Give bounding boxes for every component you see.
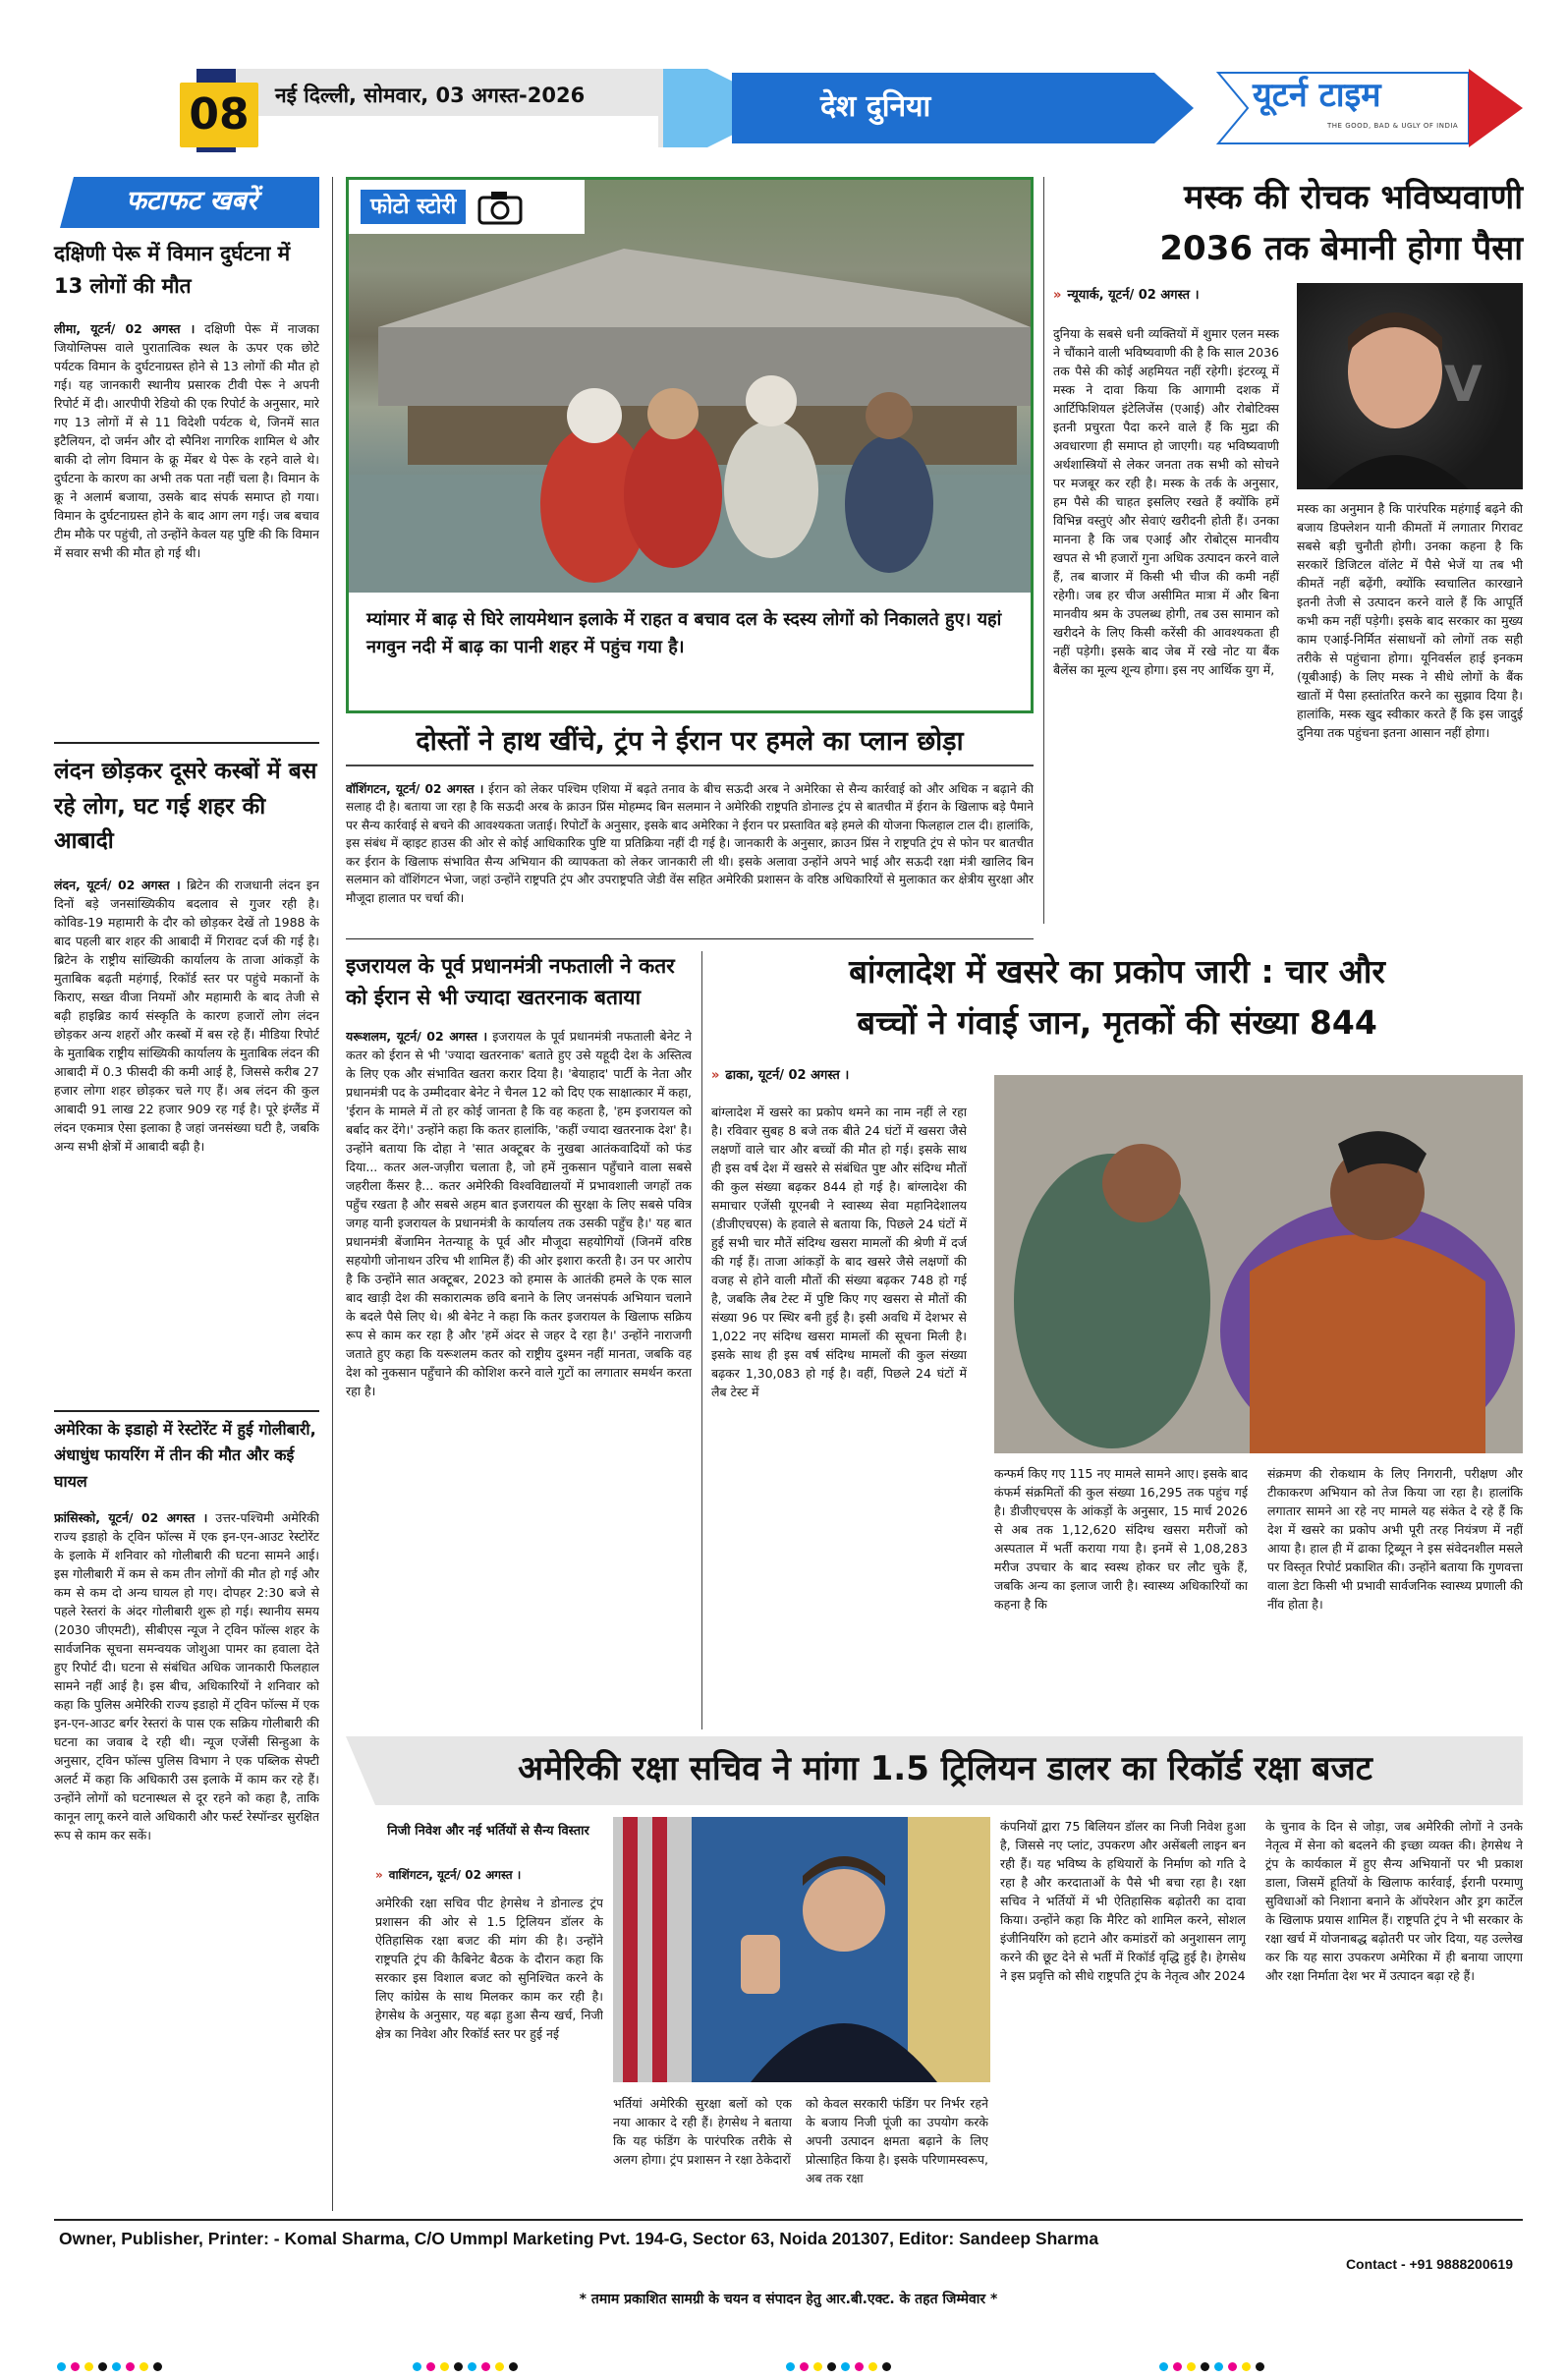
dateline: लंदन, यूटर्न/ 02 अगस्त । xyxy=(54,877,181,892)
dateline-text: वाशिंगटन, यूटर्न/ 02 अगस्त । xyxy=(388,1868,522,1882)
musk-story xyxy=(1053,177,1523,938)
dateline: यरूशलम, यूटर्न/ 02 अगस्त । xyxy=(346,1029,488,1044)
headline-line-2: 2036 तक बेमानी होगा पैसा xyxy=(1159,229,1523,268)
brand-logo: यूटर्न टाइम xyxy=(1253,76,1381,115)
registration-dot xyxy=(495,2362,504,2371)
registration-dot xyxy=(1159,2362,1168,2371)
issue-dateline: नई दिल्ली, सोमवार, 03 अगस्त-2026 xyxy=(275,84,586,107)
registration-dot xyxy=(126,2362,135,2371)
chevron-icon: » xyxy=(1053,288,1062,303)
page-number: 08 xyxy=(180,83,258,147)
registration-dot xyxy=(153,2362,162,2371)
flood-rescue-photo xyxy=(349,180,1031,593)
svg-text:V: V xyxy=(1444,356,1483,413)
dateline-text: न्यूयार्क, यूटर्न/ 02 अगस्त । xyxy=(1067,288,1200,303)
dateline: लीमा, यूटर्न/ 02 अगस्त । xyxy=(54,321,196,337)
dateline xyxy=(711,1065,849,1083)
photo-scene xyxy=(994,1075,1523,1453)
registration-dot xyxy=(140,2362,148,2371)
musk-body-col-1: दुनिया के सबसे धनी व्यक्तियों में शुमार एलन मस्क ने चौंकाने वाली भविष्यवाणी की है कि साल 2036 तक पैसे की कोई अहमियत नहीं रहेगी। इंटरव्यू में मस्क ने दावा किया कि आगामी दशक में आर्टिफिशियल इंटेलिजेंस (एआई) और रोबोटिक्स इतनी प्रचुरता पैदा करने वाले हैं कि मुद्रा की अवधारणा ही समाप्त हो जाएगी। यह भविष्यवाणी अर्थशास्त्रियों से लेकर जनता तक सभी को सोचने पर मजबूर कर रही है। मस्क के तर्क के अनुसार, हम पैसे की चाहत इसलिए रखते हैं क्योंकि हमें विभिन्न वस्तुएं और सेवाएं खरीदनी होती हैं। उनका मानना है कि जब एआई और रोबोट्स मानवीय खपत से भी हजारों गुना अधिक उत्पादन करने वाले हैं, तब बाजार में किसी भी चीज की कमी नहीं रहेगी। जब हर चीज असीमित मात्रा में और बिना मानवीय श्रम के उपलब्ध होगी, तब उस सामान को खरीदने के लिए किसी करेंसी की आवश्यकता ही नहीं पड़ेगी। इसके बाद जेब में रखे नोट या बैंक बैलेंस का मूल्य शून्य होगा। इस नए आर्थिक युग में, xyxy=(1053,326,1279,677)
dateline: फ्रांसिस्को, यूटर्न/ 02 अगस्त । xyxy=(54,1510,208,1526)
registration-marks xyxy=(413,2362,518,2371)
column-divider xyxy=(701,951,702,1729)
body: दक्षिणी पेरू में नाजका जियोग्लिफ्स वाले पुरातात्विक स्थल के ऊपर एक छोटे पर्यटक विमान के दुर्घटनाग्रस्त होने से 13 लोगों की मौत हो गई। यह जानकारी स्थानीय प्रसारक टीवी पेरू ने अपनी रिपोर्ट में दी। आरपीपी रेडियो की एक रिपोर्ट के अनुसार, मारे गए 13 लोगों में से 11 विदेशी पर्यटक थे, जिनमें सात इटैलियन, दो जर्मन और दो स्पैनिश नागरिक शामिल थे और बाकी दो लोग विमान के क्रू मेंबर थे पेरू के रहने वाले थे। दुर्घटना के कारण का अभी तक पता नहीं चला है। विमान के क्रू ने अलार्म बजाया, उसके बाद संपर्क समाप्त हो गया। विमान के दुर्घटनाग्रस्त होने के बाद आग लग गई। जब बचाव टीम मौके पर पहुंची, तो उन्होंने केवल यह पुष्टि की कि विमान में सवार सभी की मौत हो गई थी। xyxy=(54,321,319,561)
divider xyxy=(346,938,1034,939)
body: इजरायल के पूर्व प्रधानमंत्री नफताली बेनेट ने कतर को ईरान से भी 'ज्यादा खतरनाक' बताते हुए उसे यहूदी देश के अस्तित्व के लिए एक और संभावित खतरा करार दिया है। 'बेयाहाद' पार्टी के नेता और प्रधानमंत्री पद के उम्मीदवार बेनेट ने चैनल 12 को दिए एक साक्षात्कार में कहा, 'ईरान के मामले में तो हर कोई जानता है कि वह कहता है, 'हम इजरायल को बर्बाद कर देंगे।' उन्होंने कहा कि कतर हालांकि, 'कहीं ज्यादा खतरनाक देश' है। उन्होंने बताया कि दोहा ने 'सात अक्टूबर के नुखबा आतंकवादियों को फंड दिया... कतर अल-जज़ीरा चलाता है, जो हमें नुकसान पहुँचाने वाला सबसे जहरीला कैंसर है... कतर अमेरिकी विश्वविद्यालयों में प्रभावशाली जगहों तक पहुँच रखता है और सबसे अहम बात इजरायल की सुरक्षा के लिए सबसे पवित्र जगह यानी इजरायल के प्रधानमंत्री के कार्यालय तक उसकी पहुँच है।' यह बात प्रधानमंत्री बेंजामिन नेतन्याहू के पूर्व और मौजूदा सहयोगियों (जिनमें वरिष्ठ सहयोगी जोनाथन उरिच भी शामिल हैं) की ओर इशारा करती है। उन पर आरोप है कि उन्होंने सात अक्टूबर, 2023 को हमास के आतंकी हमले के एक साल बाद खाड़ी देश की सकारात्मक छवि बनाने के लिए जनसंपर्क अभियान चलाने के बदले पैसे लिए थे। श्री बेनेट ने कहा कि कतर इजरायल के खिलाफ सक्रिय रूप से काम कर रहा है और 'हमें अंदर से जहर दे रहा है।' उन्होंने नाराजगी जताते हुए कहा कि यरूशलम कतर को राष्ट्रीय दुश्मन नहीं मानता, जबकि वह देश को नुकसान पहुँचाने की कोशिश करने वाले गुटों का लगातार समर्थन करता रहा है। xyxy=(346,1029,692,1398)
registration-dot xyxy=(1256,2362,1264,2371)
sidebar-story-3 xyxy=(54,1417,319,2177)
footer-imprint: Owner, Publisher, Printer: - Komal Sharma, C/O Ummpl Marketing Pvt. 194-G, Sector 63, Noida 201307, Editor: Sandeep Sharma xyxy=(59,2229,1099,2248)
sidebar-story-2 xyxy=(54,755,319,1362)
registration-dot xyxy=(413,2362,421,2371)
headline: दोस्तों ने हाथ खींचे, ट्रंप ने ईरान पर हमले का प्लान छोड़ा xyxy=(346,725,1034,766)
registration-dot xyxy=(855,2362,864,2371)
article-body xyxy=(54,319,319,742)
defense-story xyxy=(346,1736,1523,2218)
measles-body-col-2: कन्फर्म किए गए 115 नए मामले सामने आए। इसके बाद कंफर्म संक्रमितों की कुल संख्या 16,295 तक पहुंच गई है। डीजीएचएस के आंकड़ों के अनुसार, 15 मार्च 2026 से अब तक 1,12,620 संदिग्ध खसरा मरीजों को अस्पताल में भर्ती कराया गया है। इनमें से 1,08,283 मरीज उपचार के बाद स्वस्थ होकर घर लौट चुके हैं, जबकि अन्य का इलाज जारी है। स्वास्थ्य अधिकारियों का कहना है कि xyxy=(994,1466,1248,1612)
registration-dot xyxy=(1201,2362,1209,2371)
dateline: वॉशिंगटन, यूटर्न/ 02 अगस्त । xyxy=(346,781,484,796)
photo-scene xyxy=(349,180,1031,593)
registration-dot xyxy=(868,2362,877,2371)
registration-dot xyxy=(800,2362,809,2371)
israel-story xyxy=(346,951,692,1808)
registration-dot xyxy=(827,2362,836,2371)
headline: दक्षिणी पेरू में विमान दुर्घटना में 13 लोगों की मौत xyxy=(54,242,291,298)
footer-rule xyxy=(54,2219,1523,2221)
defense-body-col-1: अमेरिकी रक्षा सचिव पीट हेगसेथ ने डोनाल्ड ट्रंप प्रशासन की ओर से 1.5 ट्रिलियन डॉलर के ऐतिहासिक रक्षा बजट की मांग की है। उन्होंने राष्ट्रपति ट्रंप की कैबिनेट बैठक के दौरान कहा कि सरकार इस विशाल बजट को सुनिश्चित करने के लिए कांग्रेस के साथ मिलकर काम कर रही है। हेगसेथ के अनुसार, यह बढ़ा हुआ सैन्य खर्च, निजी क्षेत्र का निवेश और रिकॉर्ड स्तर पर हुई नई xyxy=(375,1896,603,2041)
registration-dot xyxy=(57,2362,66,2371)
hegseth-photo xyxy=(613,1817,990,2082)
registration-dot xyxy=(1173,2362,1182,2371)
registration-dot xyxy=(813,2362,822,2371)
registration-dot xyxy=(426,2362,435,2371)
dateline xyxy=(1053,285,1200,303)
registration-dot xyxy=(786,2362,795,2371)
registration-dot xyxy=(454,2362,463,2371)
photo-scene xyxy=(613,1817,990,2082)
body: उत्तर-पश्चिमी अमेरिकी राज्य इडाहो के ट्विन फॉल्स में एक इन-एन-आउट रेस्टोरेंट के इलाके में शनिवार को गोलीबारी की घटना सामने आई। इस गोलीबारी में कम से कम तीन लोगों की मौत हो गई और कम से कम दो अन्य घायल हो गए। दोपहर 2:30 बजे से पहले रेस्तरां के अंदर गोलीबारी शुरू हो गई। स्थानीय समय (2030 जीएमटी), सीबीएस न्यूज ने ट्विन फॉल्स शहर के सार्वजनिक सूचना समन्वयक जोशुआ पामर का हवाला देते हुए रिपोर्ट दी। घटना से संबंधित अधिक जानकारी फिलहाल सामने नहीं आई है। इस बीच, अधिकारियों ने शनिवार को कहा कि पुलिस अमेरिकी राज्य इडाहो में ट्विन फॉल्स में एक इन-एन-आउट बर्गर रेस्तरां के पास एक सक्रिय गोलीबारी की घटना का जवाब दे रही थी। न्यूज एजेंसी सिन्हुआ के अनुसार, ट्विन फॉल्स पुलिस विभाग ने एक पब्लिक सेफ्टी अलर्ट में कहा कि अधिकारी उस इलाके में काम कर रहे हैं। उन्होंने लोगों को घटनास्थल से दूर रहने को कहा है, ताकि कानून लागू करने वाले अधिकारी और फर्स्ट रेस्पॉन्डर सुरक्षित रूप से काम कर सकें। xyxy=(54,1510,319,1843)
headline: अमेरिकी रक्षा सचिव ने मांगा 1.5 ट्रिलियन डालर का रिकॉर्ड रक्षा बजट xyxy=(518,1749,1372,1788)
registration-marks xyxy=(1159,2362,1264,2371)
sidebar xyxy=(54,177,319,2216)
headline: अमेरिका के इडाहो में रेस्टोरेंट में हुई गोलीबारी, अंधाधुंध फायरिंग में तीन की मौत और कई घायल xyxy=(54,1420,316,1491)
body: ब्रिटेन की राजधानी लंदन इन दिनों बड़े जनसांख्यिकीय बदलाव से गुजर रही है। कोविड-19 महामारी के दौर को छोड़कर देखें तो 1988 के बाद पहली बार शहर की आबादी में गिरावट दर्ज की गई है। ब्रिटेन के राष्ट्रीय सांख्यिकी कार्यालय के ताजा आंकड़ों के मुताबिक बढ़ती महंगाई, रिकॉर्ड स्तर पर पहुंचे मकानों के किराए, सख्त वीजा नियमों और महामारी के बाद तेजी से बढ़ी हाइब्रिड कार्य संस्कृति के कारण हजारों लोग लंदन छोड़कर अन्य शहरों और कस्बों में बस रहे हैं। मीडिया रिपोर्ट के मुताबिक राष्ट्रीय सांख्यिकी कार्यालय के मुताबिक लंदन की आबादी में 0.3 फीसदी की कमी आई है, जिससे करीब 27 हजार लोगा शहर छोड़कर चले गए हैं। अब लंदन की कुल आबादी 91 लाख 22 हजार 909 रह गई है। पूरे इंग्लैंड में लंदन एकमात्र ऐसा इलाका है जहां जनसंख्या घटी है, जबकि अन्य सभी क्षेत्रों में आबादी बढ़ी है। xyxy=(54,877,319,1154)
divider xyxy=(54,1410,319,1412)
measles-body-col-3: संक्रमण की रोकथाम के लिए निगरानी, परीक्षण और टीकाकरण अभियान को तेज किया जा रहा है। हालांकि लगातार सामने आ रहे नए मामले यह संकेत दे रहे हैं कि देश में खसरे का प्रकोप अभी पूरी तरह नियंत्रण में नहीं आया है। हाल ही में ढाका ट्रिब्यून ने इस संवेदनशील मसले पर विस्तृत रिपोर्ट प्रकाशित की। उन्होंने बताया कि गुणवत्ता वाला डेटा किसी भी प्रभावी सार्वजनिक स्वास्थ्य प्रणाली की नींव होता है। xyxy=(1267,1466,1523,1612)
sidebar-header xyxy=(54,177,319,228)
footer xyxy=(54,2229,1523,2337)
sidebar-story-1 xyxy=(54,238,319,742)
registration-dot xyxy=(481,2362,490,2371)
registration-dot xyxy=(841,2362,850,2371)
registration-dot xyxy=(1214,2362,1223,2371)
headline: इजरायल के पूर्व प्रधानमंत्री नफताली ने कतर को ईरान से भी ज्यादा खतरनाक बताया xyxy=(346,954,675,1009)
article-body xyxy=(346,780,1034,957)
registration-dot xyxy=(509,2362,518,2371)
photo-scene xyxy=(1297,283,1523,489)
masthead xyxy=(54,59,1523,152)
footer-contact: Contact - +91 9888200619 xyxy=(1345,2256,1513,2272)
article-body xyxy=(54,876,319,1362)
brand-tagline: THE GOOD, BAD & UGLY OF INDIA xyxy=(1327,122,1459,130)
registration-dot xyxy=(440,2362,449,2371)
article-body xyxy=(54,1508,319,2177)
headline-line-2: बच्चों ने गंवाई जान, मृतकों की संख्या 844 xyxy=(857,1003,1377,1042)
registration-dot xyxy=(1187,2362,1196,2371)
measles-story xyxy=(711,951,1523,1732)
trump-iran-story xyxy=(346,725,1034,957)
registration-dot xyxy=(1242,2362,1251,2371)
registration-dot xyxy=(112,2362,121,2371)
defense-body-col-2a: भर्तियां अमेरिकी सुरक्षा बलों को एक नया आकार दे रही हैं। हेगसेथ ने बताया कि यह फंडिंग के पारंपरिक तरीके से अलग होगा। ट्रंप प्रशासन ने रक्षा ठेकेदारों xyxy=(613,2096,792,2167)
registration-dot xyxy=(1228,2362,1237,2371)
registration-dot xyxy=(71,2362,80,2371)
dateline xyxy=(375,1866,521,1883)
photo-story xyxy=(346,177,1034,713)
registration-dot xyxy=(98,2362,107,2371)
section-title: देश दुनिया xyxy=(820,89,931,124)
sidebar-header-notch xyxy=(52,177,82,228)
divider xyxy=(54,742,319,744)
photo-caption: म्यांमार में बाढ़ से घिरे लायमेथान इलाके में राहत व बचाव दल के स्दस्य लोगों को निकालते हुए। यहां नगवुन नदी में बाढ़ का पानी शहर में पहुंच गया है। xyxy=(349,593,1031,710)
registration-marks xyxy=(57,2362,162,2371)
measles-photo xyxy=(994,1075,1523,1453)
column-divider xyxy=(332,177,333,2211)
defense-body-col-3: कंपनियों द्वारा 75 बिलियन डॉलर का निजी निवेश हुआ है, जिससे नए प्लांट, उपकरण और असेंबली लाइन बन रही हैं। यह भविष्य के हथियारों के निर्माण को गति दे रहा है और करदाताओं के पैसे भी बचा रहा है। रक्षा सचिव ने भर्तियों में भी ऐतिहासिक बढ़ोतरी का दावा किया। उन्होंने कहा कि मैरिट को शामिल करने, सोशल इंजीनियरिंग को हटाने और कमांडरों को अनुशासन लागू करने की छूट देने से भर्ती में रिकॉर्ड वृद्धि हुई है। हेगसेथ ने इस प्रवृत्ति को सीधे राष्ट्रपति ट्रंप के नेतृत्व और 2024 xyxy=(1000,1819,1246,1983)
chevron-icon: » xyxy=(375,1868,383,1882)
registration-dot xyxy=(882,2362,891,2371)
subhead: निजी निवेश और नई भर्तियों से सैन्य विस्तार xyxy=(387,1824,589,1839)
camera-icon xyxy=(477,190,523,225)
defense-body-col-4: के चुनाव के दिन से जोड़ा, जब अमेरिकी लोगों ने उनके नेतृत्व में सेना को बदलने की इच्छा व्यक्त की। हेगसेथ ने ट्रंप के कार्यकाल में हुए सैन्य अभियानों पर भी प्रकाश डाला, जिसमें हूतियों के खिलाफ कार्रवाई, ईरानी परमाणु सुविधाओं को निशाना बनाने के ऑपरेशन और ड्रग कार्टेल के खिलाफ प्रयास शामिल हैं। राष्ट्रपति ट्रंप ने भी सरकार के रक्षा खर्च में योजनाबद्ध बढ़ोतरी पर जोर दिया, यह उल्लेख कर कि यह सारा उपकरण अमेरिका में ही बनाया जाएगा और रक्षा निर्माता देश भर में उत्पादन बढ़ा रहे हैं। xyxy=(1265,1819,1523,1983)
registration-dot xyxy=(84,2362,93,2371)
registration-dot xyxy=(468,2362,476,2371)
headline-line-1: मस्क की रोचक भविष्यवाणी xyxy=(1183,178,1523,217)
defense-body-col-2b: को केवल सरकारी फंडिंग पर निर्भर रहने के बजाय निजी पूंजी का उपयोग करके अपनी उत्पादन क्षमता बढ़ाने के लिए प्रोत्साहित किया है। इसके परिणामस्वरूप, अब तक रक्षा xyxy=(806,2096,988,2185)
body: ईरान को लेकर पश्चिम एशिया में बढ़ते तनाव के बीच सऊदी अरब ने अमेरिका से सैन्य कार्रवाई को और अधिक न बढ़ाने की सलाह दी है। बताया जा रहा है कि सऊदी अरब के क्राउन प्रिंस मोहम्मद बिन सलमान ने अमेरिकी राष्ट्रपति डोनाल्ड ट्रंप से बातचीत में ईरान के खिलाफ बड़े पैमाने पर सैन्य कार्रवाई से बचने की आवश्यकता जताई। रिपोर्टों के अनुसार, इसके बाद अमेरिका ने ईरान पर प्रस्तावित बड़े हमले की योजना फिलहाल टाल दी। हालांकि, इस संबंध में व्हाइट हाउस की ओर से कोई आधिकारिक पुष्टि या प्रतिक्रिया नहीं दी गई है। जानकारी के अनुसार, क्राउन प्रिंस ने राष्ट्रपति ट्रंप से फोन पर बातचीत कर ईरान के खिलाफ संभावित सैन्य अभियान की व्यापकता को लेकर जानकारी ली थी। इसके अलावा उन्होंने अपने भाई और सऊदी रक्षा मंत्री खालिद बिन सलमान को वॉशिंगटन भेजा, जहां उन्होंने राष्ट्रपति ट्रंप और उपराष्ट्रपति जेडी वेंस सहित अमेरिकी प्रशासन के वरिष्ठ अधिकारियों से मुलाकात कर क्षेत्रीय सुरक्षा और मौजूदा हालात पर चर्चा की। xyxy=(346,781,1034,906)
measles-body-col-1: बांग्लादेश में खसरे का प्रकोप थमने का नाम नहीं ले रहा है। रविवार सुबह 8 बजे तक बीते 24 घंटों में खसरा जैसे लक्षणों वाले चार और बच्चों की मौत हो गई। इसके साथ ही इस वर्ष देश में खसरे से संबंधित पुष्ट और संदिग्ध मौतों की कुल संख्या बढ़कर 844 हो गई है। बांग्लादेश की समाचार एजेंसी यूएनबी ने स्वास्थ्य सेवा महानिदेशालय (डीजीएचएस) के हवाले से बताया कि, पिछले 24 घंटों में हुई सभी चार मौतें संदिग्ध खसरा मामलों की श्रेणी में दर्ज की गई हैं। ताजा आंकड़ों के बाद खसरे जैसे लक्षणों की वजह से होने वाली मौतों की संख्या बढ़कर 748 हो गई है, जबकि लैब टेस्ट में पुष्टि किए गए खसरा से मौतों की संख्या 96 पर स्थिर बनी हुई है। इसी अवधि में देशभर से 1,022 नए संदिग्ध खसरा मामलों की सूचना मिली है। इसके साथ ही इस वर्ष संदिग्ध मामलों की कुल संख्या बढ़कर 1,30,083 हो गई है। वहीं, पिछले 24 घंटों में लैब टेस्ट में xyxy=(711,1105,967,1399)
headline: लंदन छोड़कर दूसरे कस्बों में बस रहे लोग, घट गई शहर की आबादी xyxy=(54,759,317,855)
photo-story-label xyxy=(349,180,585,234)
column-divider xyxy=(1043,177,1044,924)
dateline-text: ढाका, यूटर्न/ 02 अगस्त । xyxy=(725,1068,850,1083)
photo-story-label-text: फोटो स्टोरी xyxy=(361,190,466,225)
headline-line-1: बांग्लादेश में खसरे का प्रकोप जारी : चार और xyxy=(849,952,1385,991)
sidebar-header-title: फटाफट खबरें xyxy=(126,186,257,216)
footer-disclaimer: * तमाम प्रकाशित सामग्री के चयन व संपादन हेतु आर.बी.एक्ट. के तहत जिम्मेवार * xyxy=(579,2292,998,2307)
chevron-icon: » xyxy=(711,1068,720,1083)
article-body xyxy=(346,1027,692,1808)
musk-body-col-2: मस्क का अनुमान है कि पारंपरिक महंगाई बढ़ने की बजाय डिफ्लेशन यानी कीमतों में लगातार गिरावट सबसे बड़ी चुनौती होगी। उनका कहना है कि सरकारें डिजिटल वॉलेट में पैसे भेजें या तब भी कीमतें नहीं बढ़ेंगी, क्योंकि स्वचालित कारखाने इतनी तेजी से उत्पादन करने वाले हैं कि आपूर्ति कभी कम नहीं पड़ेगी। इसके बाद सरकार का मुख्य काम एआई-निर्मित संसाधनों को लोगों तक सही तरीके से पहुंचाना होगा। यूनिवर्सल हाई इनकम (यूबीआई) के लिए मस्क ने सीधे लोगों के बैंक खातों में पैसा हस्तांतरित करने का सुझाव दिया है। हालांकि, मस्क खुद स्वीकार करते हैं कि इस जादुई दुनिया तक पहुंचना इतना आसान नहीं होगा। xyxy=(1297,501,1523,740)
musk-photo xyxy=(1297,283,1523,489)
registration-marks xyxy=(786,2362,891,2371)
